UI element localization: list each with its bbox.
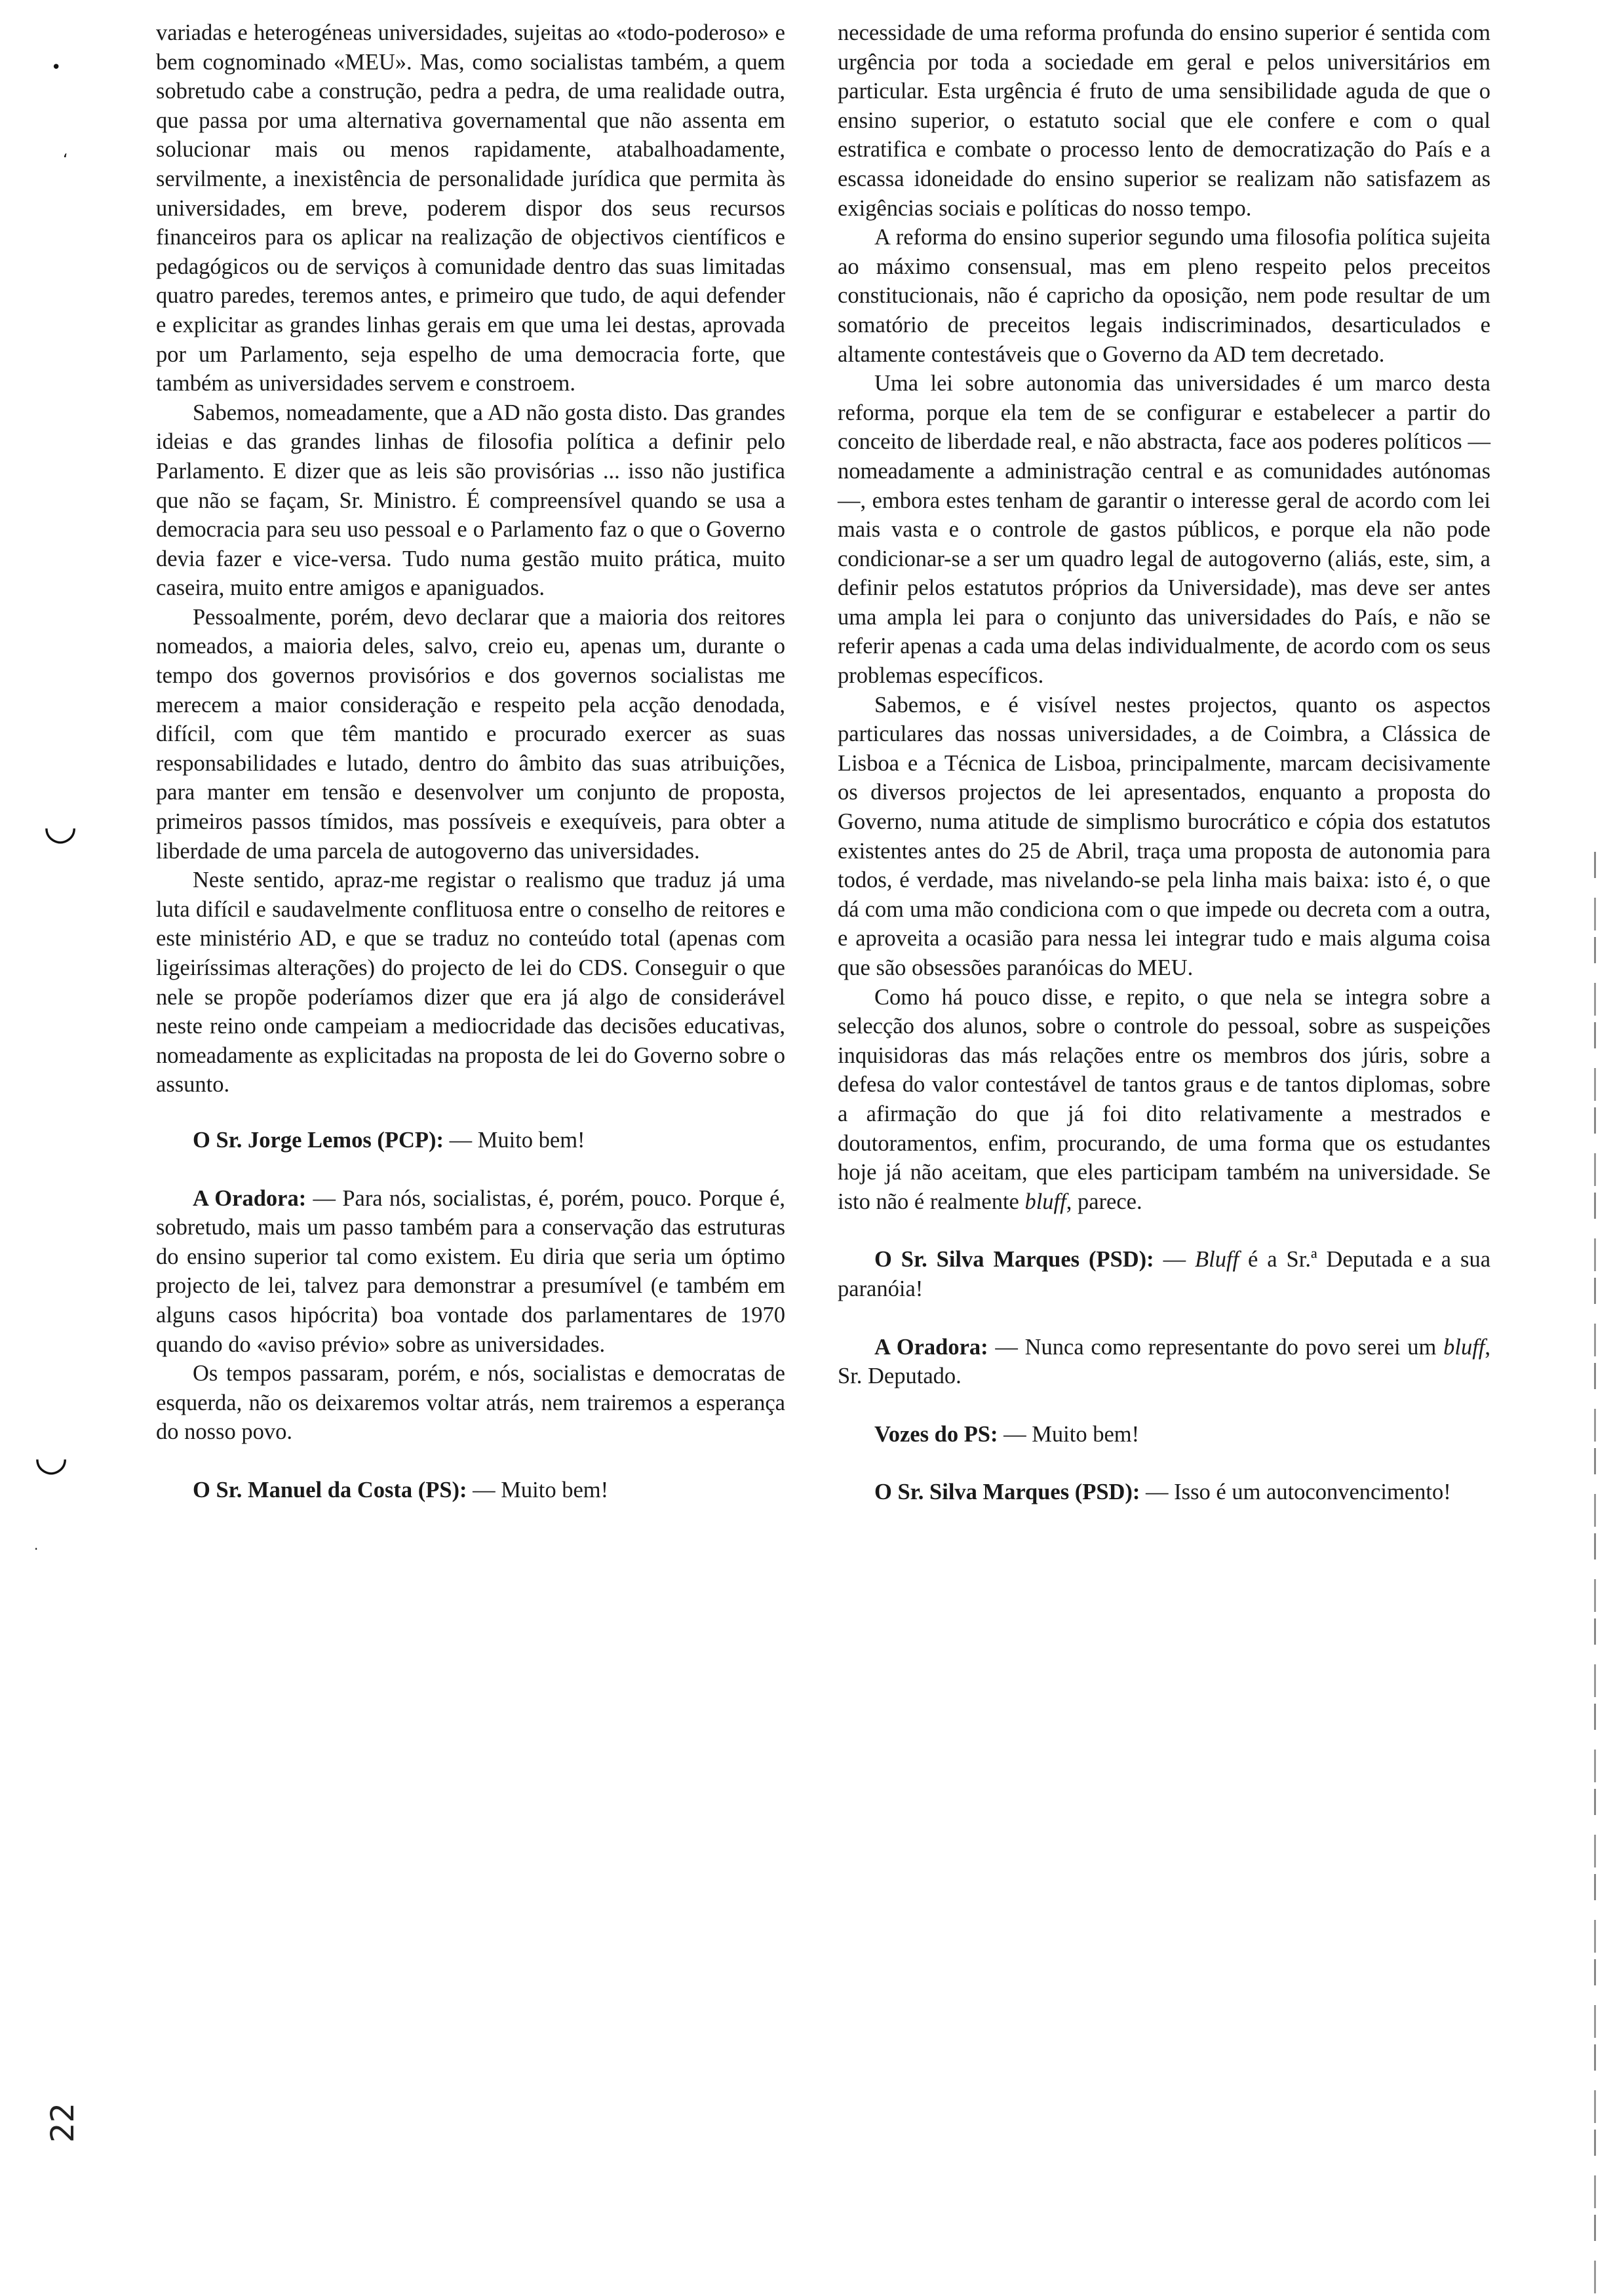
paragraph: variadas e heterogéneas universidades, sujeitas ao «todo-poderoso» e bem cognominado «MEU». Mas, como socialistas também, a quem sobretudo cabe a construção, pedra a pedra, de uma realidade outra, que passa por uma alternativa governamental que não assenta em solucionar mais ou menos rapidamente, atabalhoadamente, servilmente, a inexistência de personalidade jurídica que permita às universidades, em breve, poderem dispor dos seus recursos financeiros para os aplicar na realização de objectivos científicos e pedagógicos ou de serviços à comunidade dentro das suas limitadas quatro paredes, teremos antes, e primeiro que tudo, de aqui defender e explicitar as grandes linhas gerais em que uma lei destas, aprovada por um Parlamento, seja espelho de uma democracia forte, que também as universidades servem e constroem. [156,20,785,396]
interjection [838,1245,1490,1303]
paragraph: Neste sentido, apraz-me registar o realismo que traduz já uma luta difícil e saudavelmente conflituosa entre o conselho de reitores e este ministério AD, e que se traduz no conteúdo total (apenas com ligeiríssimas alterações) do projecto de lei do CDS. Conseguir o que nele se propõe poderíamos dizer que era já algo de considerável neste reino onde campeiam a mediocridade das decisões educativas, nomeadamente as explicitadas na proposta de lei do Governo sobre o assunto. [156,868,785,1098]
margin-mark-dot: • [51,58,62,77]
speech-text: — Muito bem! [1003,1421,1140,1447]
speech-text: , Sr. Deputado. [838,1334,1490,1389]
left-column [156,18,785,1505]
margin-mark-tick: ʻ [63,151,68,169]
speech-text: — Nunca como representante do povo serei um [995,1334,1444,1360]
paragraph-text: Como há pouco disse, e repito, o que nela se integra sobre a selecção dos alunos, sobre o controle do pessoal, sobre as suspeições inquisidoras das más relações entre os membros dos júris, sobre a defesa do valor contestável de tantos graus e de tantos diplomas, sobre a afirmação do que já foi dito relativamente a mestrados e doutoramentos, enfim, procurando, de uma forma que os estudantes hoje já não aceitam, que eles participam também na universidade. Se isto não é realmente [838,984,1490,1214]
page-number: 22 [45,2102,81,2143]
margin-bracket-mark: ◡ [43,803,78,849]
speech-text: é a Sr.ª Deputada e a sua paranóia! [838,1247,1491,1301]
interjection [156,1476,785,1505]
paragraph: Pessoalmente, porém, devo declarar que a maioria dos reitores nomeados, a maioria deles, salvo, creio eu, apenas um, durante o tempo dos governos provisórios e dos governos socialistas me merecem a maior consideração e respeito pela acção denodada, difícil, com que têm mantido e procurado exercer as suas responsabilidades e lutado, dentro do âmbito das suas atribuições, para manter em tensão e desenvolver um conjunto de proposta, primeiros passos tímidos, mas possíveis e exequíveis, para obter a liberdade de uma parcela de autogoverno das universidades. [156,604,785,864]
speaker-name: O Sr. Silva Marques (PSD): [874,1480,1140,1505]
speaker-name: Vozes do PS: [874,1421,998,1447]
interjection [156,1126,785,1155]
paragraph: Sabemos, nomeadamente, que a AD não gosta disto. Das grandes ideias e das grandes linhas de filosofia política a definir pelo Parlamento. E dizer que as leis são provisórias ... isso não justifica que não se façam, Sr. Ministro. É compreensível quando se usa a democracia para seu uso pessoal e o Parlamento faz o que o Governo devia fazer e vice-versa. Tudo numa gestão muito prática, muito caseira, muito entre amigos e apaniguados. [156,400,785,601]
speaker-name: O Sr. Jorge Lemos (PCP): [193,1127,444,1153]
speaker-name: O Sr. Manuel da Costa (PS): [193,1477,467,1502]
paragraph: Os tempos passaram, porém, e nós, socialistas e democratas de esquerda, não os deixaremos voltar atrás, nem trairemos a esperança do nosso povo. [156,1361,785,1445]
speech-text: — [1163,1247,1196,1272]
speaker-name: O Sr. Silva Marques (PSD): [874,1247,1154,1272]
scan-edge-line [1594,852,1596,2293]
margin-bracket-mark: ◡ [34,1434,69,1480]
paragraph: Sabemos, e é visível nestes projectos, quanto os aspectos particulares das nossas universidades, a de Coimbra, a Clássica de Lisboa e a Técnica de Lisboa, principalmente, marcam decisivamente os diversos projectos de lei apresentados, enquanto a proposta do Governo, numa atitude de simplismo burocrático e cópia dos estatutos existentes antes do 25 de Abril, traça uma proposta de autonomia para todos, é verdade, mas nivelando-se pela linha mais baixa: isto é, o que dá com uma mão condiciona com o que impede ou decreta com a outra, e aproveita a ocasião para nessa lei integrar tudo e mais alguma coisa que são obsessões paranóicas do MEU. [838,692,1490,980]
speaker-name: A Oradora: [874,1334,988,1360]
speech-text: — Muito bem! [473,1477,609,1502]
paragraph-text: , parece. [1066,1189,1142,1214]
interjection [838,1478,1490,1507]
speech-text: — Muito bem! [449,1127,585,1153]
interjection [838,1420,1490,1449]
speech [838,1333,1490,1391]
italic-word: bluff [1024,1189,1066,1214]
margin-mark-dot: · [34,1541,39,1557]
speech-text: — Para nós, socialistas, é, porém, pouco. Porque é, sobretudo, mais um passo também para a conservação das estruturas do ensino superior tal como existem. Eu diria que seria um óptimo projecto de lei, talvez para demonstrar a presumível (e também em alguns casos hipócrita) boa vontade dos parlamentares de 1970 quando do «aviso prévio» sobre as universidades. [156,1185,786,1357]
speech [156,1184,785,1360]
speaker-name: A Oradora: [193,1185,307,1211]
italic-word: bluff [1443,1334,1485,1360]
paragraph: A reforma do ensino superior segundo uma filosofia política sujeita ao máximo consensual, mas em pleno respeito pelos preceitos constitucionais, não é capricho da oposição, nem pode resultar de um somatório de preceitos legais indiscriminados, desarticulados e altamente contestáveis que o Governo da AD tem decretado. [838,225,1490,367]
paragraph [838,983,1490,1217]
right-column [838,18,1490,1507]
paragraph: Uma lei sobre autonomia das universidades é um marco desta reforma, porque ela tem de se configurar e estabelecer a partir do conceito de liberdade real, e não abstracta, face aos poderes políticos — nomeadamente a administração central e as comunidades autónomas —, embora estes tenham de garantir o interesse geral de acordo com lei mais vasta e o controle de gastos públicos, e porque ela não pode condicionar-se a ser um quadro legal de autogoverno (aliás, este, sim, a definir pelos estatutos próprios da Universidade), mas deve ser antes uma ampla lei para o conjunto das universidades do País, e não se referir apenas a cada uma delas individualmente, de acordo com os seus problemas específicos. [838,371,1490,689]
italic-word: Bluff [1195,1247,1239,1272]
speech-text: — Isso é um autoconvencimento! [1146,1480,1451,1505]
paragraph: necessidade de uma reforma profunda do ensino superior é sentida com urgência por toda a sociedade em geral e pelos universitários em particular. Esta urgência é fruto de uma sensibilidade aguda de que o ensino superior, o estatuto social que ele confere e com o qual estratifica e combate o processo lento de democratização do País e a escassa idoneidade do ensino superior se realizam não satisfazem as exigências sociais e políticas do nosso tempo. [838,20,1490,221]
